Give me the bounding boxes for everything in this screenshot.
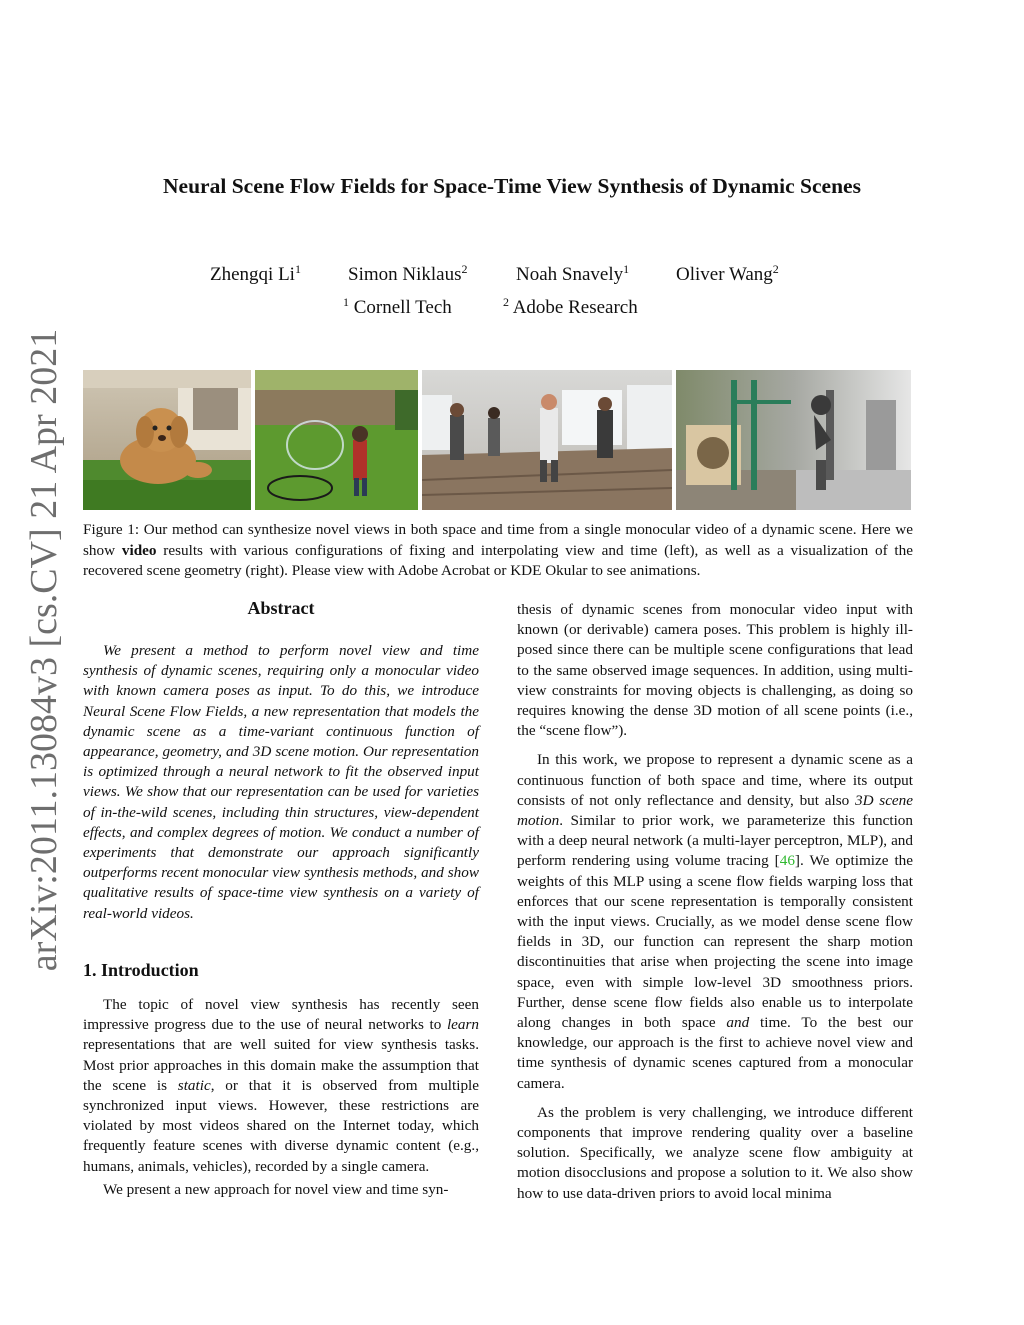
intro-column-left <box>83 995 479 1200</box>
figure-panel-playground <box>676 370 911 510</box>
abstract-body: We present a method to perform novel view and time synthesis of dynamic scenes, requiring only a monocular video with known camera poses as input. To do this, we introduce Neural Scene Flow Fields, a new representation that models the dynamic scene as a time-variant continuous function of appearance, geometry, and 3D scene motion. Our representation is optimized through a neural network to fit the observed input views. We show that our representation can be used for varieties of in-the-wild scenes, including thin structures, view-dependent effects, and complex degrees of motion. We conduct a number of experiments that demonstrate our approach significantly outperforms recent monocular view synthesis methods, and show qualitative results of space-time view synthesis on a variety of real-world videos. <box>83 642 479 922</box>
figure-caption: Figure 1: Our method can synthesize novel views in both space and time from a single monocular video of a dynamic scene. Here we show video results with various configurations of fixing and interpolating view and time (left), as well as a visualization of the recovered scene geometry (right). Please view with Adobe Acrobat or KDE Okular to see animations. <box>83 521 913 579</box>
affiliation-2: $^2$ Adobe Research <box>503 295 638 318</box>
section-heading-introduction: 1. Introduction <box>83 960 199 980</box>
right-paragraph-2: In this work, we propose to represent a dynamic scene as a continuous function of both space and time, where its output consists of not only reflectance and density, but also 3D scene motion. Similar to prior work, we parameterize this function with a deep neural network (a multi-layer perceptron, MLP), and perform rendering using volume tracing [46]. We optimize the weights of this MLP using a scene flow fields warping loss that enforces that our scene representation is temporally consistent with the input views. Crucially, as we model dense scene flow fields in 3D, our function can represent the sharp motion discontinuities that arise when projecting the scene into image space, even with simple low-level 3D smoothness priors. Further, dense scene flow fields also enable us to interpolate along changes in both space and time. To the best our knowledge, our approach is the first to achieve novel view and time synthesis of dynamic scenes captured from a monocular camera. <box>517 751 914 1092</box>
author-3: Noah Snavely$^1$ <box>516 262 630 285</box>
author-2: Simon Niklaus$^2$ <box>348 262 468 285</box>
intro-paragraph-1: The topic of novel view synthesis has recently seen impressive progress due to the use of neural networks to learn representations that are well suited for view synthesis tasks. Most prior approaches in this domain make the assumption that the scene is static, or that it is observed from multiple synchronized input views. However, these restrictions are violated by most videos shared on the Internet today, which frequently feature scenes with diverse dynamic content (e.g., humans, animals, vehicles), recorded by a single camera. <box>83 996 479 1175</box>
arxiv-id-text: arXiv:2011.13084v3 [cs.CV] 21 Apr 2021 <box>23 328 65 972</box>
citation-link-46[interactable]: 46 <box>779 852 795 870</box>
figure-panel-dance-studio <box>422 370 672 510</box>
affiliation-1: $^1$ Cornell Tech <box>343 295 452 318</box>
right-paragraph-continued: thesis of dynamic scenes from monocular video input with known (or derivable) camera poses. This problem is highly ill-posed since there can be multiple scene configurations that lead to the same observed image sequences. In addition, using multi-view constraints for moving objects is challenging, as doing so requires knowing the dense 3D motion of all scene points (i.e., the “scene flow”). <box>517 601 913 740</box>
author-4: Oliver Wang$^2$ <box>676 262 779 285</box>
intro-column-right <box>517 600 913 1204</box>
figure-panel-kid-bubble <box>255 370 418 510</box>
author-1: Zhengqi Li$^1$ <box>210 262 301 285</box>
intro-paragraph-2: We present a new approach for novel view and time syn- <box>103 1180 449 1198</box>
right-paragraph-3: As the problem is very challenging, we introduce different components that improve rendering quality over a baseline solution. Specifically, we analyze scene flow ambiguity at motion disocclusions and propose a solution to it. We also show how to use data-driven priors to avoid local minima <box>517 1103 913 1202</box>
abstract-heading: Abstract <box>247 598 315 618</box>
figure-panel-dog <box>83 370 251 510</box>
paper-title: Neural Scene Flow Fields for Space-Time View Synthesis of Dynamic Scenes <box>163 174 861 198</box>
